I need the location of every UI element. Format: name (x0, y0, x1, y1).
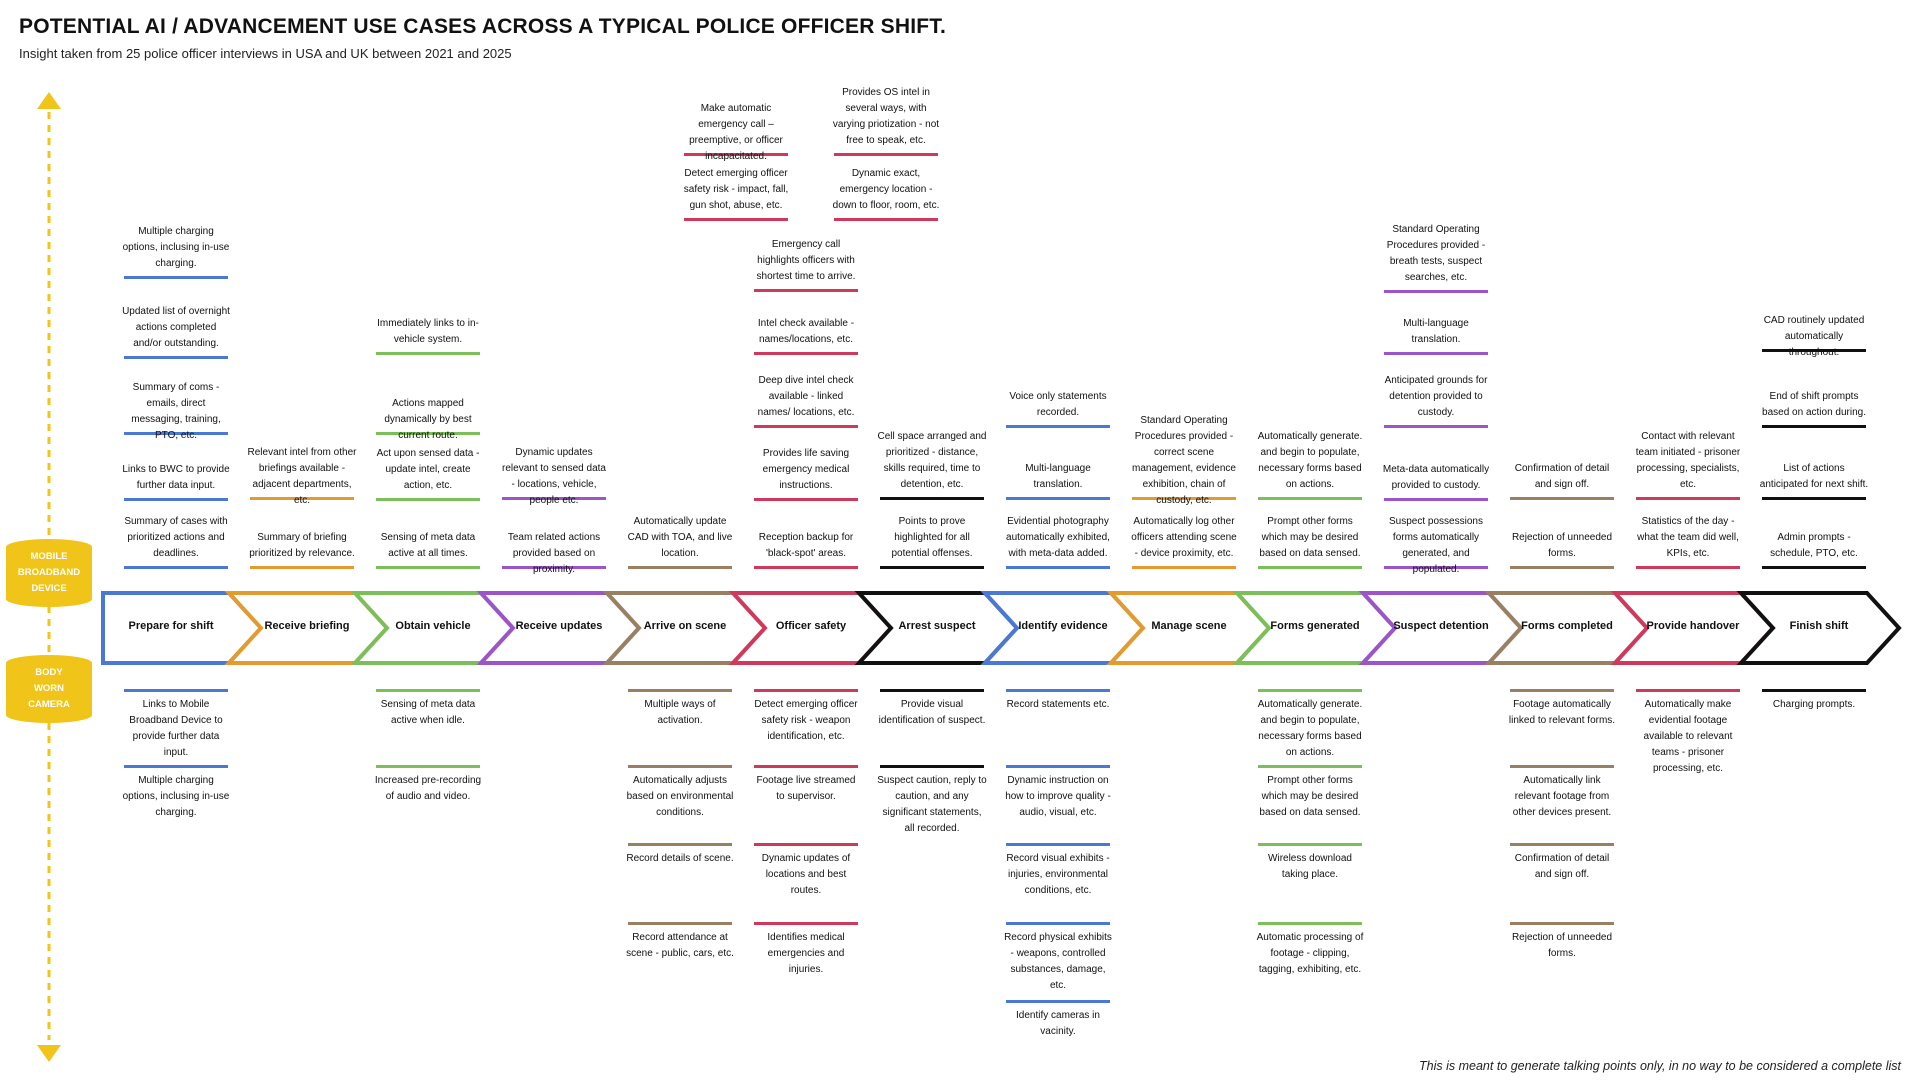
stage-label: Officer safety (775, 620, 847, 632)
use-case-divider (754, 425, 858, 428)
use-case-divider (124, 765, 228, 768)
use-case-text: Identifies medical emergencies and injuries. (767, 932, 845, 975)
use-case-text: Record attendance at scene - public, cars, etc. (626, 932, 734, 959)
use-case-text: Emergency call highlights officers with shortest time to arrive. (756, 239, 856, 282)
use-case-text: Actions mapped dynamically by best current route. (384, 398, 472, 441)
use-case-text: Make automatic emergency call – preemptive, or officer incapacitated. (689, 103, 783, 162)
use-case-divider (250, 566, 354, 569)
use-case-text: Automatically link relevant footage from other devices present. (1512, 775, 1612, 818)
use-case-text: Summary of coms - emails, direct messaging, training, PTO, etc. (131, 382, 221, 441)
use-case-divider (834, 218, 938, 221)
use-case-text: End of shift prompts based on action during. (1762, 391, 1866, 418)
use-case-text: Dynamic updates of locations and best routes. (761, 853, 851, 896)
use-case-divider (754, 843, 858, 846)
use-case-divider (124, 498, 228, 501)
use-case-divider (754, 765, 858, 768)
footnote: This is meant to generate talking points only, in no way to be considered a complete list (1419, 1059, 1901, 1073)
use-case-text: Links to Mobile Broadband Device to provide further data input. (129, 699, 223, 758)
use-case-text: Standard Operating Procedures provided - breath tests, suspect searches, etc. (1386, 224, 1486, 283)
use-case-divider (1006, 922, 1110, 925)
use-case-text: Record statements etc. (1006, 699, 1110, 710)
use-case-text: Summary of cases with prioritized actions and deadlines. (124, 516, 228, 559)
use-case-text: Confirmation of detail and sign off. (1514, 463, 1610, 490)
stage-label: Suspect detention (1393, 620, 1489, 632)
use-case-divider (754, 352, 858, 355)
stage-label: Receive updates (515, 620, 603, 632)
use-case-text: Footage live streamed to supervisor. (756, 775, 856, 802)
use-case-text: Contact with relevant team initiated - prisoner processing, specialists, etc. (1635, 431, 1741, 490)
use-case-divider (376, 566, 480, 569)
use-case-divider (1636, 497, 1740, 500)
use-case-divider (1510, 497, 1614, 500)
use-case-divider (1636, 689, 1740, 692)
use-case-divider (628, 566, 732, 569)
use-case-divider (754, 566, 858, 569)
use-case-text: Multiple ways of activation. (644, 699, 716, 726)
use-case-divider (1510, 689, 1614, 692)
use-case-text: Links to BWC to provide further data input. (122, 464, 230, 491)
use-case-text: Suspect possessions forms automatically generated, and populated. (1389, 516, 1483, 575)
use-case-text: Updated list of overnight actions completed and/or outstanding. (122, 306, 230, 349)
use-case-text: Suspect caution, reply to caution, and any significant statements, all recorded. (877, 775, 987, 834)
use-case-divider (1258, 922, 1362, 925)
use-case-divider (1384, 290, 1488, 293)
page-subtitle: Insight taken from 25 police officer interviews in USA and UK between 2021 and 2025 (19, 46, 512, 61)
use-case-text: Deep dive intel check available - linked names/ locations, etc. (757, 375, 855, 418)
use-case-text: Reception backup for 'black-spot' areas. (758, 532, 854, 559)
use-case-text: Evidential photography automatically exhibited, with meta-data added. (1006, 516, 1110, 559)
use-case-divider (376, 765, 480, 768)
use-case-text: Automatically update CAD with TOA, and live location. (627, 516, 733, 559)
use-case-divider (1258, 566, 1362, 569)
use-case-text: Dynamic exact, emergency location - down to floor, room, etc. (832, 168, 940, 211)
use-case-divider (628, 922, 732, 925)
use-case-divider (684, 218, 788, 221)
stage-label: Obtain vehicle (395, 620, 471, 632)
use-case-divider (628, 689, 732, 692)
use-case-divider (880, 689, 984, 692)
stage-label: Finish shift (1789, 620, 1849, 632)
use-case-divider (376, 498, 480, 501)
use-case-text: Provide visual identification of suspect. (878, 699, 986, 726)
use-case-text: Team related actions provided based on proximity. (507, 532, 601, 575)
use-case-text: Sensing of meta data active when idle. (380, 699, 476, 726)
use-case-divider (1762, 497, 1866, 500)
use-case-text: Cell space arranged and prioritized - distance, skills required, time to detention, etc. (877, 431, 987, 490)
use-case-text: Points to prove highlighted for all potential offenses. (891, 516, 973, 559)
use-case-text: Provides life saving emergency medical instructions. (762, 448, 850, 491)
use-case-text: Provides OS intel in several ways, with varying priotization - not free to speak, etc. (832, 87, 940, 146)
use-case-text: Sensing of meta data active at all times. (380, 532, 476, 559)
use-case-divider (880, 566, 984, 569)
use-case-text: Admin prompts - schedule, PTO, etc. (1770, 532, 1858, 559)
use-case-text: Rejection of unneeded forms. (1511, 532, 1613, 559)
stage-label: Forms generated (1270, 620, 1360, 632)
use-case-text: List of actions anticipated for next shift. (1759, 463, 1869, 490)
use-case-divider (1762, 566, 1866, 569)
use-case-divider (1384, 498, 1488, 501)
use-case-text: Multi-language translation. (1025, 463, 1091, 490)
stage-label: Identify evidence (1018, 620, 1108, 632)
use-case-divider (1006, 566, 1110, 569)
use-case-text: Multi-language translation. (1403, 318, 1469, 345)
use-case-divider (1510, 566, 1614, 569)
use-case-divider (1384, 425, 1488, 428)
stage-label: Receive briefing (264, 620, 350, 632)
use-case-divider (628, 765, 732, 768)
stage-label: Manage scene (1151, 620, 1227, 632)
use-case-text: Detect emerging officer safety risk - weapon identification, etc. (754, 699, 858, 742)
use-case-text: Relevant intel from other briefings available - adjacent departments, etc. (247, 447, 357, 506)
use-case-text: Voice only statements recorded. (1009, 391, 1107, 418)
use-case-text: Immediately links to in-vehicle system. (377, 318, 479, 345)
use-case-divider (1636, 566, 1740, 569)
use-case-text: Act upon sensed data - update intel, create action, etc. (376, 448, 480, 491)
use-case-divider (124, 356, 228, 359)
use-case-text: Summary of briefing prioritized by relevance. (249, 532, 355, 559)
page-title: POTENTIAL AI / ADVANCEMENT USE CASES ACROSS A TYPICAL POLICE OFFICER SHIFT. (19, 15, 947, 38)
use-case-divider (124, 566, 228, 569)
use-case-text: Charging prompts. (1772, 699, 1856, 710)
use-case-divider (754, 922, 858, 925)
use-case-divider (1510, 765, 1614, 768)
use-case-divider (376, 352, 480, 355)
use-case-divider (1258, 765, 1362, 768)
use-case-divider (124, 276, 228, 279)
use-case-divider (754, 689, 858, 692)
use-case-divider (1258, 843, 1362, 846)
device-label-body-worn-camera: BODY WORN CAMERA (28, 667, 70, 710)
use-case-text: Record physical exhibits - weapons, controlled substances, damage, etc. (1004, 932, 1112, 991)
use-case-divider (1258, 689, 1362, 692)
use-case-divider (124, 689, 228, 692)
use-case-divider (754, 289, 858, 292)
use-case-text: Increased pre-recording of audio and video. (374, 775, 482, 802)
use-case-divider (880, 497, 984, 500)
use-case-text: Automatically adjusts based on environmental conditions. (626, 775, 734, 818)
use-case-text: Multiple charging options, inclusing in-use charging. (122, 775, 230, 818)
use-case-divider (1006, 689, 1110, 692)
use-case-text: Automatic processing of footage - clipping, tagging, exhibiting, etc. (1256, 932, 1364, 975)
use-case-divider (1258, 497, 1362, 500)
use-case-text: Dynamic updates relevant to sensed data - locations, vehicle, people etc. (502, 447, 606, 506)
use-case-divider (1006, 843, 1110, 846)
use-case-divider (1510, 922, 1614, 925)
use-case-text: Wireless download taking place. (1268, 853, 1352, 880)
use-case-divider (1132, 566, 1236, 569)
use-case-text: Standard Operating Procedures provided - correct scene management, evidence exhibition, chain of custody, etc. (1132, 415, 1236, 506)
use-case-divider (1510, 843, 1614, 846)
stage-label: Arrive on scene (643, 620, 727, 632)
use-case-divider (1762, 689, 1866, 692)
use-case-text: Confirmation of detail and sign off. (1514, 853, 1610, 880)
use-case-text: Dynamic instruction on how to improve quality - audio, visual, etc. (1005, 775, 1111, 818)
use-case-divider (754, 498, 858, 501)
use-case-text: Automatically make evidential footage available to relevant teams - prisoner processing, etc. (1643, 699, 1733, 774)
use-case-divider (1006, 497, 1110, 500)
use-case-text: Intel check available - names/locations, etc. (757, 318, 855, 345)
use-case-text: Statistics of the day - what the team did well, KPIs, etc. (1637, 516, 1739, 559)
device-label-mobile-broadband: MOBILE BROADBAND DEVICE (17, 551, 81, 594)
stage-label: Arrest suspect (898, 620, 976, 632)
use-case-text: Footage automatically linked to relevant forms. (1508, 699, 1616, 726)
use-case-text: Rejection of unneeded forms. (1511, 932, 1613, 959)
use-case-text: Record visual exhibits - injuries, environmental conditions, etc. (1006, 853, 1110, 896)
use-case-divider (1762, 425, 1866, 428)
use-case-text: Detect emerging officer safety risk - impact, fall, gun shot, abuse, etc. (683, 168, 789, 211)
use-case-divider (376, 689, 480, 692)
use-case-text: Prompt other forms which may be desired based on data sensed. (1259, 516, 1361, 559)
use-case-text: Automatically generate. and begin to populate, necessary forms based on actions. (1257, 699, 1363, 758)
use-case-text: CAD routinely updated automatically throughout. (1763, 315, 1865, 358)
use-case-divider (1006, 1000, 1110, 1003)
use-case-divider (628, 843, 732, 846)
use-case-text: Record details of scene. (626, 853, 734, 864)
use-case-text: Anticipated grounds for detention provided to custody. (1384, 375, 1488, 418)
use-case-divider (1006, 425, 1110, 428)
use-case-text: Automatically generate. and begin to populate, necessary forms based on actions. (1257, 431, 1363, 490)
use-case-divider (1006, 765, 1110, 768)
stage-label: Provide handover (1646, 620, 1740, 632)
use-case-divider (880, 765, 984, 768)
use-case-text: Automatically log other officers attending scene - device proximity, etc. (1131, 516, 1237, 559)
use-case-text: Prompt other forms which may be desired based on data sensed. (1259, 775, 1361, 818)
use-case-text: Identify cameras in vacinity. (1016, 1010, 1100, 1037)
use-case-divider (834, 153, 938, 156)
use-case-divider (1384, 352, 1488, 355)
use-case-text: Meta-data automatically provided to custody. (1382, 464, 1490, 491)
use-case-text: Multiple charging options, inclusing in-use charging. (122, 226, 230, 269)
stage-label: Forms completed (1521, 620, 1613, 632)
stage-label: Prepare for shift (128, 620, 214, 632)
